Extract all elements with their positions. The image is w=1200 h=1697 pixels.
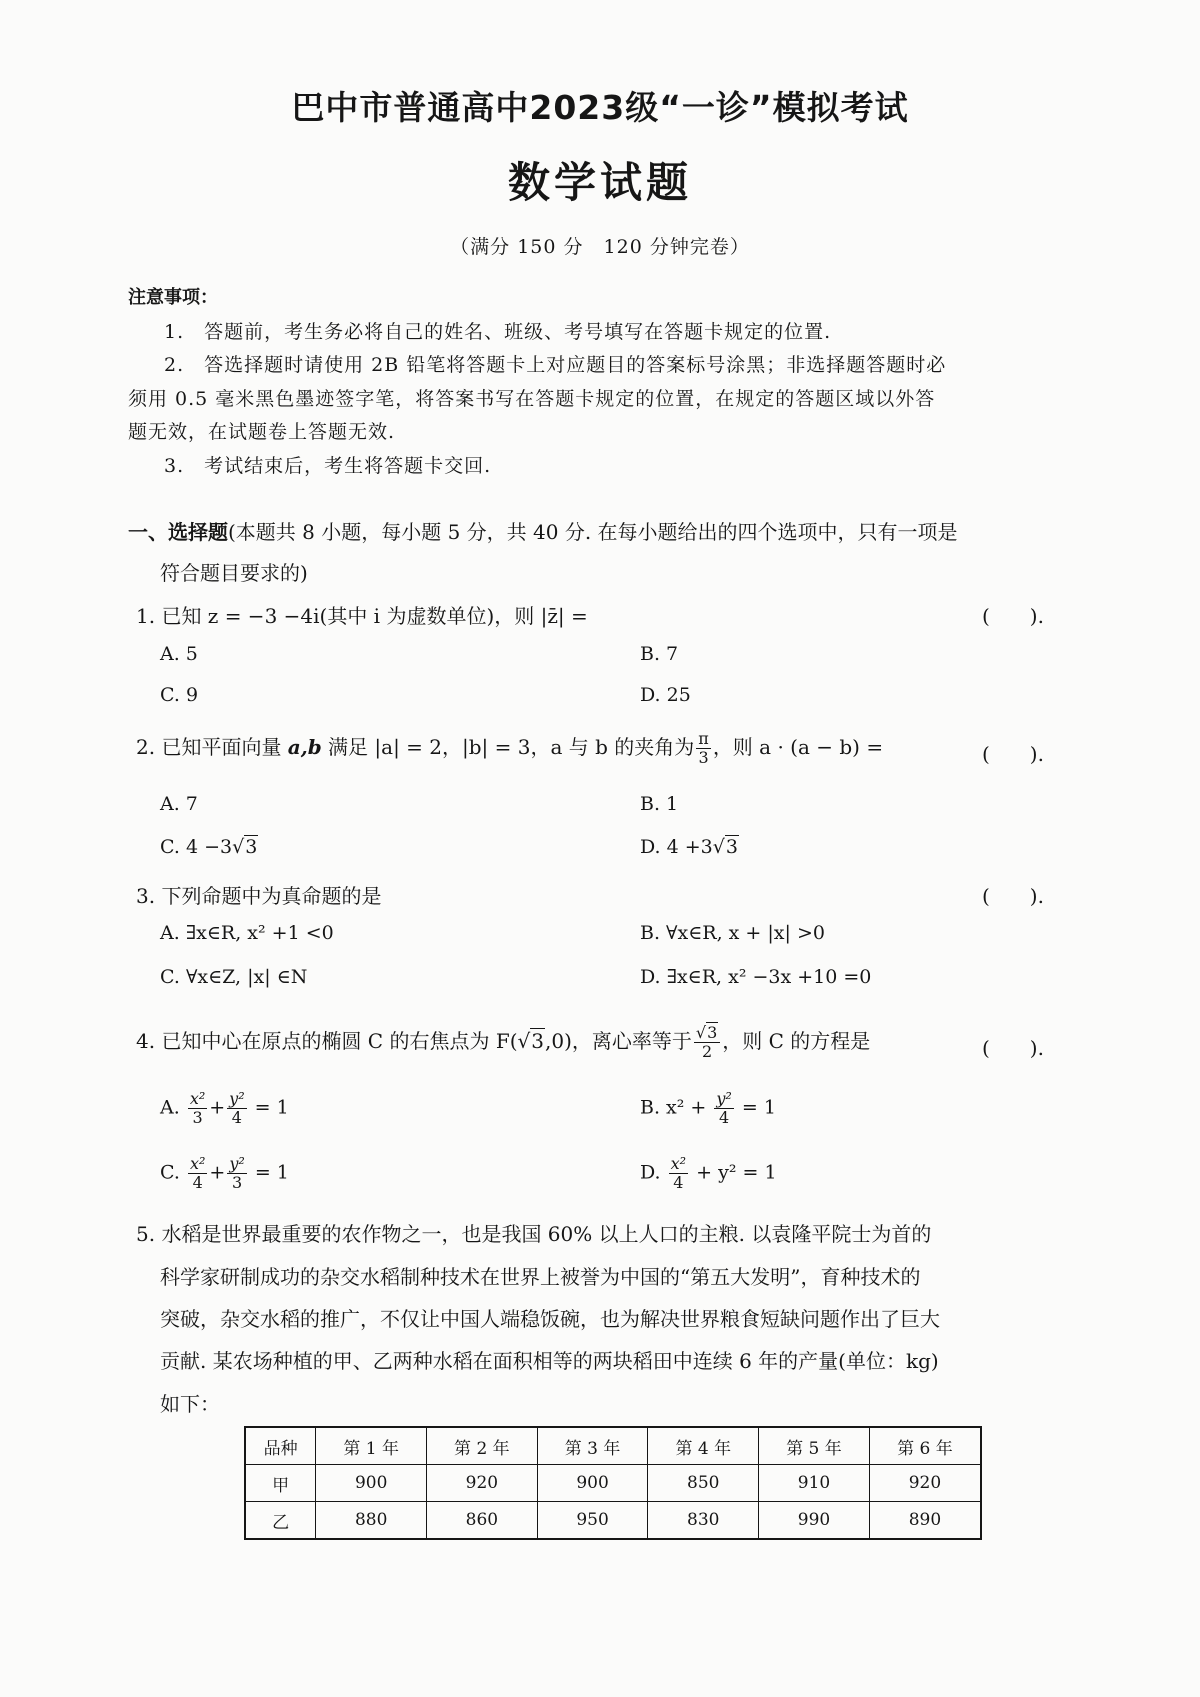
- fraction-denominator: 3: [231, 1173, 243, 1192]
- table-header-cell: 第 4 年: [648, 1427, 759, 1465]
- table-cell: 890: [869, 1502, 981, 1540]
- fraction-numerator: x²: [670, 1154, 687, 1173]
- question-1-option-d: D. 25: [640, 684, 691, 706]
- option-b-rest: = 1: [741, 1096, 776, 1119]
- option-d-label: D.: [640, 1161, 661, 1184]
- question-2-option-a: A. 7: [160, 793, 198, 815]
- question-2-stem: [136, 730, 883, 767]
- question-4-stem-pre: 4. 已知中心在原点的椭圆 C 的右焦点为 F(: [136, 1029, 518, 1053]
- question-3-stem: 3. 下列命题中为真命题的是: [136, 884, 382, 908]
- fraction-denominator: 3: [698, 748, 709, 767]
- notice-line-5: 3. 考试结束后，考生将答题卡交回.: [164, 455, 492, 477]
- fraction-numerator: x²: [189, 1154, 206, 1173]
- table-cell: 990: [759, 1502, 870, 1540]
- focus-radicand: 3: [531, 1029, 544, 1053]
- table-cell: 910: [759, 1465, 870, 1502]
- exam-subtitle: （满分 150 分 120 分钟完卷）: [450, 236, 750, 258]
- question-5-line-5: 如下：: [160, 1392, 220, 1416]
- table-cell: 850: [648, 1465, 759, 1502]
- section-label: 一、选择题: [128, 520, 228, 544]
- option-d-fraction: [669, 1155, 688, 1192]
- fraction-denominator: 4: [231, 1108, 242, 1127]
- fraction-numerator: y²: [716, 1089, 732, 1108]
- question-1-option-a: A. 5: [160, 643, 198, 665]
- notice-line-2: 2. 答选择题时请使用 2B 铅笔将答题卡上对应题目的答案标号涂黑；非选择题答题时必: [164, 354, 947, 376]
- question-4-option-a: [160, 1090, 289, 1127]
- table-cell: 920: [427, 1465, 538, 1502]
- table-header-row: [245, 1427, 981, 1465]
- question-2-stem-pre: 2. 已知平面向量: [136, 735, 288, 759]
- eccentricity-radicand: 3: [707, 1023, 718, 1042]
- fraction-numerator: √3: [694, 1024, 720, 1043]
- plus-sign: +: [209, 1096, 226, 1119]
- fraction-denominator: 4: [673, 1173, 684, 1192]
- option-b-fraction: [714, 1090, 733, 1127]
- option-a-rest: = 1: [254, 1096, 289, 1119]
- notice-heading: 注意事项：: [128, 287, 218, 308]
- fraction-denominator: 3: [192, 1108, 203, 1127]
- section-heading: [128, 516, 958, 545]
- section-text-1: (本题共 8 小题，每小题 5 分，共 40 分. 在每小题给出的四个选项中，只有一项是: [228, 520, 958, 544]
- eccentricity-fraction: [694, 1024, 720, 1061]
- question-1-option-b: B. 7: [640, 643, 679, 665]
- fraction-numerator: π: [698, 729, 709, 748]
- option-c-radicand: 3: [245, 836, 258, 858]
- table-header-cell: 第 5 年: [759, 1427, 870, 1465]
- option-c-fraction-1: [188, 1155, 207, 1192]
- fraction-numerator: x²: [189, 1089, 206, 1108]
- question-5-line-4: 贡献. 某农场种植的甲、乙两种水稻在面积相等的两块稻田中连续 6 年的产量(单位：kg): [160, 1349, 939, 1373]
- option-d-text: D. 4 +3: [640, 836, 713, 858]
- section-text-2: 符合题目要求的): [160, 561, 308, 585]
- notice-line-4: 题无效，在试题卷上答题无效.: [128, 421, 396, 443]
- question-5-line-1: 5. 水稻是世界最重要的农作物之一，也是我国 60% 以上人口的主粮. 以袁隆平院士为首的: [136, 1222, 932, 1246]
- table-cell: 900: [316, 1465, 427, 1502]
- option-a-fraction-2: [227, 1090, 246, 1127]
- option-c-rest: = 1: [254, 1161, 289, 1184]
- notice-line-1: 1. 答题前，考生务必将自己的姓名、班级、考号填写在答题卡规定的位置.: [164, 321, 832, 343]
- table-row: [245, 1502, 981, 1540]
- question-3-answer-paren: ( ).: [982, 884, 1044, 908]
- question-2-stem-mid: 满足 |a| = 2，|b| = 3，a 与 b 的夹角为: [321, 735, 695, 759]
- question-3-option-b: B. ∀x∈R, x + |x| >0: [640, 922, 825, 944]
- table-row: [245, 1465, 981, 1502]
- question-1-option-c: C. 9: [160, 684, 199, 706]
- question-2-vectors: a,b: [287, 735, 322, 759]
- plus-sign: +: [209, 1161, 226, 1184]
- fraction-denominator: 2: [701, 1042, 713, 1061]
- question-5-line-3: 突破，杂交水稻的推广，不仅让中国人端稳饭碗，也为解决世界粮食短缺问题作出了巨大: [160, 1307, 940, 1331]
- notice-line-3: 须用 0.5 毫米黑色墨迹签字笔，将答案书写在答题卡规定的位置，在规定的答题区域以外答: [128, 388, 936, 410]
- question-5-line-2: 科学家研制成功的杂交水稻制种技术在世界上被誉为中国的“第五大发明”，育种技术的: [160, 1265, 921, 1289]
- question-4-option-c: [160, 1155, 289, 1192]
- option-a-label: A.: [160, 1096, 180, 1119]
- question-4-stem-post: ，则 C 的方程是: [722, 1029, 871, 1053]
- table-header-cell: 第 3 年: [537, 1427, 648, 1465]
- question-4-option-b: [640, 1090, 776, 1127]
- question-2-answer-paren: ( ).: [982, 742, 1044, 766]
- fraction-numerator: y²: [229, 1154, 245, 1173]
- question-2-option-c: C. 4 −3√3: [160, 836, 258, 858]
- yield-table: [244, 1426, 982, 1540]
- question-2-option-b: B. 1: [640, 793, 679, 815]
- question-2-angle-fraction: [696, 730, 711, 767]
- question-4-answer-paren: ( ).: [982, 1036, 1044, 1060]
- option-d-rest: + y² = 1: [696, 1161, 777, 1184]
- exam-title: 巴中市普通高中2023级“一诊”模拟考试: [291, 88, 909, 127]
- table-cell: 甲: [245, 1465, 316, 1502]
- table-header-cell: 第 1 年: [316, 1427, 427, 1465]
- table-header-cell: 第 2 年: [427, 1427, 538, 1465]
- option-a-fraction-1: [188, 1090, 207, 1127]
- question-2-stem-post: ，则 a · (a − b) =: [712, 735, 884, 759]
- table-cell: 920: [869, 1465, 981, 1502]
- fraction-denominator: 4: [719, 1108, 730, 1127]
- table-header-cell: 品种: [245, 1427, 316, 1465]
- table-cell: 860: [427, 1502, 538, 1540]
- question-3-option-a: A. ∃x∈R, x² +1 <0: [160, 922, 334, 944]
- question-2-option-d: D. 4 +3√3: [640, 836, 738, 858]
- fraction-numerator: y²: [229, 1089, 245, 1108]
- table-cell: 880: [316, 1502, 427, 1540]
- table-cell: 830: [648, 1502, 759, 1540]
- option-c-label: C.: [160, 1161, 180, 1184]
- question-4-stem-mid: ,0)，离心率等于: [544, 1029, 692, 1053]
- table-header-cell: 第 6 年: [869, 1427, 981, 1465]
- option-d-radicand: 3: [725, 836, 738, 858]
- option-c-fraction-2: [227, 1155, 246, 1192]
- option-c-text: C. 4 −3: [160, 836, 233, 858]
- table-cell: 950: [537, 1502, 648, 1540]
- table-cell: 乙: [245, 1502, 316, 1540]
- option-b-label: B. x² +: [640, 1096, 707, 1119]
- fraction-denominator: 4: [192, 1173, 203, 1192]
- question-4-stem: 4. 已知中心在原点的椭圆 C 的右焦点为 F(√3,0)，离心率等于 $\frac{√3}{2}$ ，则 C 的方程是: [136, 1023, 871, 1061]
- question-4-option-d: [640, 1155, 777, 1192]
- question-1-stem: 1. 已知 z = −3 −4i(其中 i 为虚数单位)，则 |z̄| =: [136, 604, 588, 628]
- table-cell: 900: [537, 1465, 648, 1502]
- question-3-option-d: D. ∃x∈R, x² −3x +10 =0: [640, 966, 872, 988]
- question-1-answer-paren: ( ).: [982, 604, 1044, 628]
- subject-title: 数学试题: [507, 158, 692, 207]
- question-3-option-c: C. ∀x∈Z, |x| ∈N: [160, 966, 308, 988]
